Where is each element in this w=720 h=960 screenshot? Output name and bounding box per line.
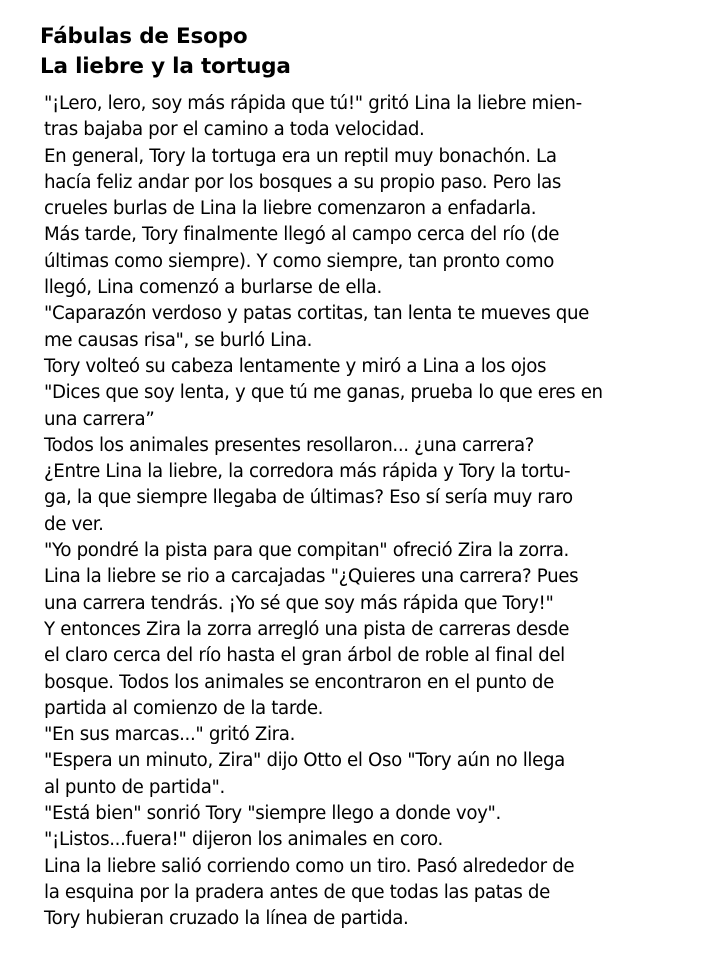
story-line: "¡Listos...fuera!" dijeron los animales en coro. (44, 829, 443, 851)
story-line: bosque. Todos los animales se encontraron en el punto de (44, 671, 554, 693)
story-line: En general, Tory la tortuga era un reptil muy bonachón. La (44, 145, 557, 167)
story-line: al punto de partida". (44, 776, 225, 798)
story-line: "¡Lero, lero, soy más rápida que tú!" gritó Lina la liebre mien- (44, 93, 582, 114)
story-line: de ver. (44, 513, 104, 535)
story-line: Y entonces Zira la zorra arregló una pista de carreras desde (44, 618, 570, 640)
title-block (40, 22, 291, 82)
document-subtitle: La liebre y la tortuga (40, 54, 291, 79)
story-line: "En sus marcas..." gritó Zira. (44, 724, 296, 746)
document-title: Fábulas de Esopo (40, 24, 248, 49)
story-line: Más tarde, Tory finalmente llegó al campo cerca del río (de (44, 224, 560, 246)
story-line: "Caparazón verdoso y patas cortitas, tan lenta te mueves que (44, 303, 589, 325)
story-line: tras bajaba por el camino a toda velocidad. (44, 119, 425, 141)
story-line: partida al comienzo de la tarde. (44, 697, 324, 719)
story-line: ¿Entre Lina la liebre, la corredora más rápida y Tory la tortu- (44, 461, 571, 483)
story-line: Todos los animales presentes resollaron... ¿una carrera? (44, 434, 535, 456)
story-line: me causas risa", se burló Lina. (44, 329, 313, 351)
story-line: "Espera un minuto, Zira" dijo Otto el Oso "Tory aún no llega (44, 750, 565, 772)
story-line: Tory hubieran cruzado la línea de partida. (44, 908, 409, 930)
story-line: "Yo pondré la pista para que compitan" ofreció Zira la zorra. (44, 540, 569, 562)
story-line: la esquina por la pradera antes de que todas las patas de (44, 881, 550, 903)
story-line: últimas como siempre). Y como siempre, tan pronto como (44, 250, 554, 272)
story-line: Lina la liebre se rio a carcajadas "¿Quieres una carrera? Pues (44, 566, 579, 588)
story-line: "Está bien" sonrió Tory "siempre llego a donde voy". (44, 803, 501, 825)
story-line: hacía feliz andar por los bosques a su propio paso. Pero las (44, 171, 562, 193)
story-line: el claro cerca del río hasta el gran árbol de roble al final del (44, 645, 565, 667)
story-line: llegó, Lina comenzó a burlarse de ella. (44, 277, 382, 299)
story-text (44, 91, 694, 933)
story-line: "Dices que soy lenta, y que tú me ganas, prueba lo que eres en (44, 382, 603, 404)
story-line: una carrera tendrás. ¡Yo sé que soy más rápida que Tory!" (44, 592, 554, 614)
story-line: ga, la que siempre llegaba de últimas? Eso sí sería muy raro (44, 487, 573, 509)
story-line: crueles burlas de Lina la liebre comenzaron a enfadarla. (44, 198, 537, 220)
story-line: Lina la liebre salió corriendo como un tiro. Pasó alrededor de (44, 855, 575, 877)
story-line: Tory volteó su cabeza lentamente y miró a Lina a los ojos (44, 355, 547, 377)
story-line: una carrera” (44, 408, 155, 430)
